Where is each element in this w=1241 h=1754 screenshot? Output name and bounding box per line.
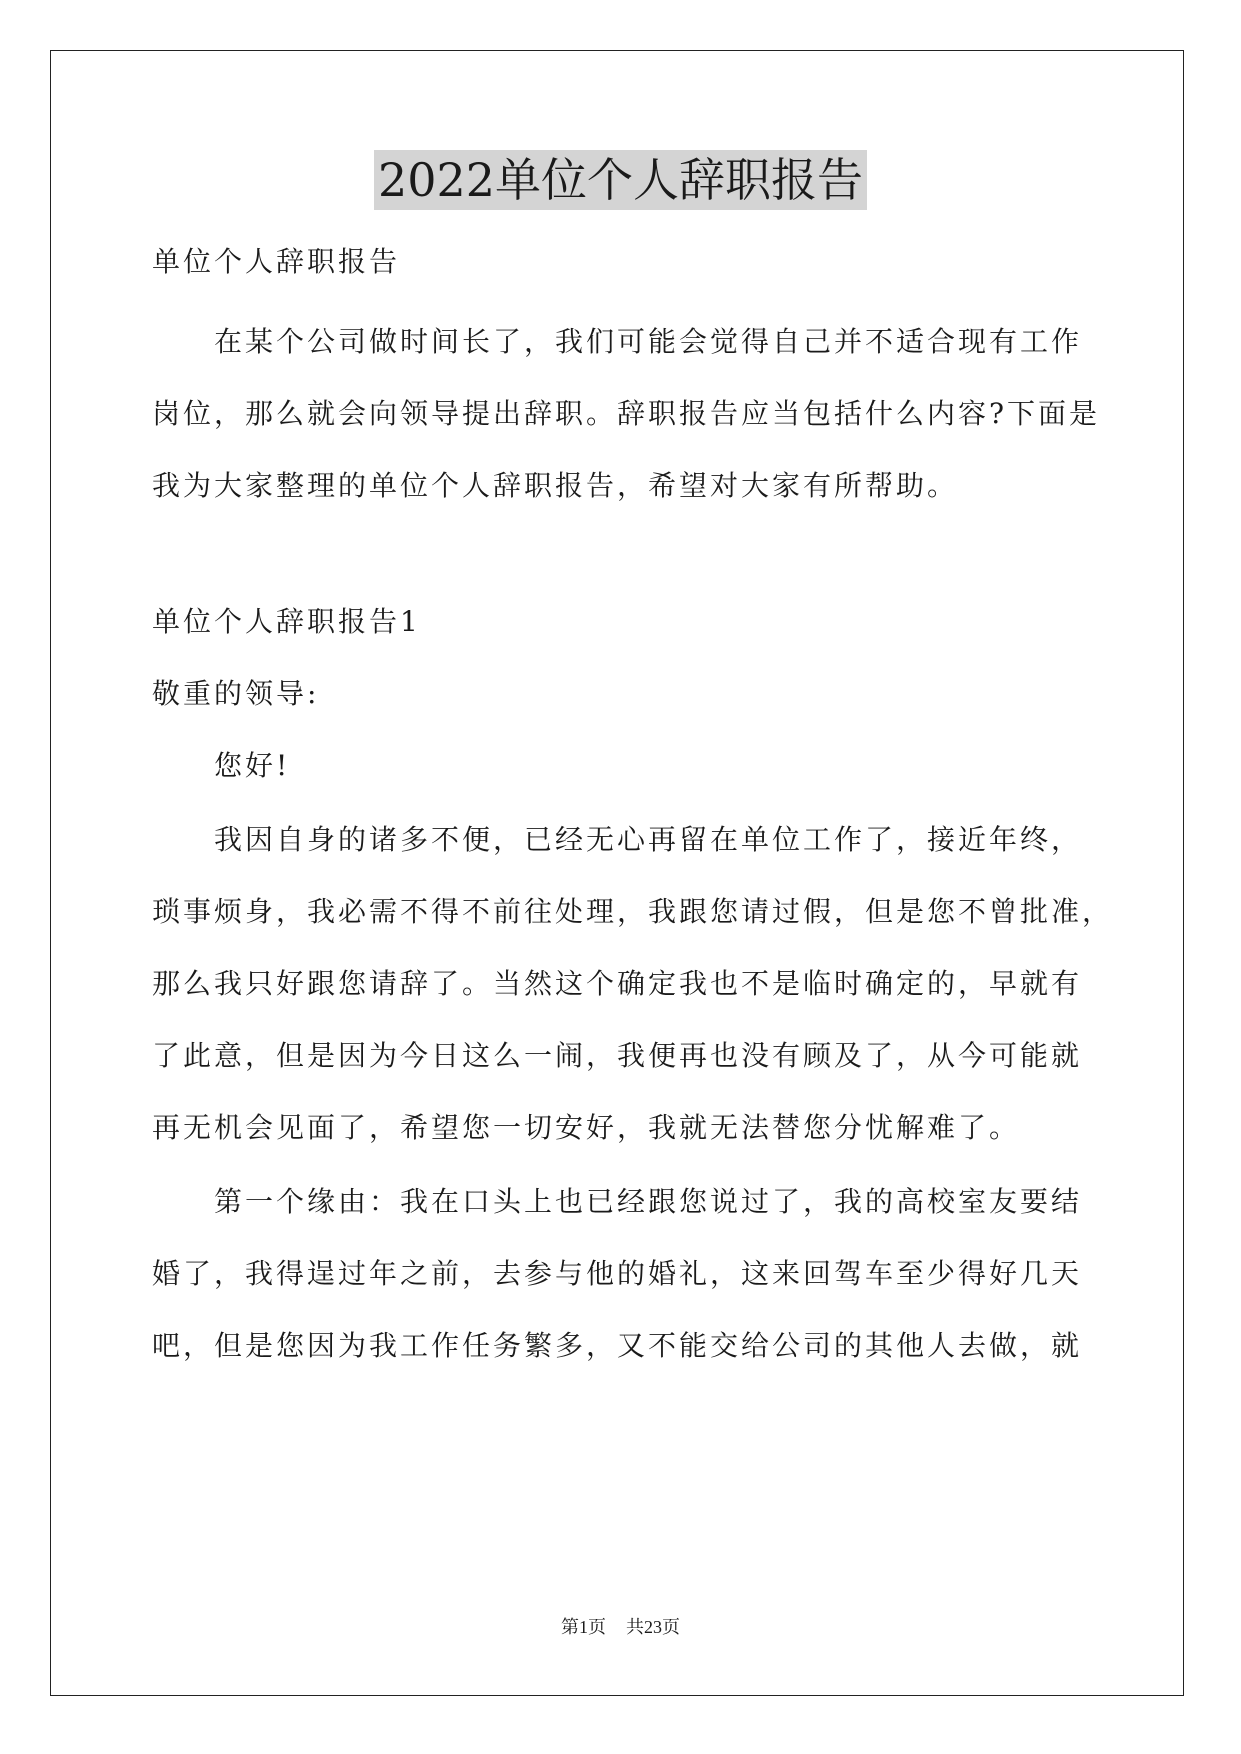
- paragraph-line: 再无机会见面了，希望您一切安好，我就无法替您分忧解难了。: [152, 1111, 1021, 1144]
- paragraph-line: 那么我只好跟您请辞了。当然这个确定我也不是临时确定的，早就有: [152, 967, 1083, 1000]
- paragraph-line: 我因自身的诸多不便，已经无心再留在单位工作了，接近年终，: [214, 823, 1083, 856]
- page-footer: [0, 1615, 1241, 1639]
- paragraph-line: 岗位，那么就会向领导提出辞职。辞职报告应当包括什么内容?下面是: [152, 397, 1101, 430]
- paragraph-line: 我为大家整理的单位个人辞职报告，希望对大家有所帮助。: [152, 469, 959, 502]
- paragraph-line: 吧，但是您因为我工作任务繁多，又不能交给公司的其他人去做，就: [152, 1329, 1083, 1362]
- salutation: 敬重的领导:: [152, 677, 320, 710]
- paragraph-line: 在某个公司做时间长了，我们可能会觉得自己并不适合现有工作: [214, 325, 1083, 358]
- total-pages: 共23页: [626, 1617, 680, 1637]
- page-border: [50, 50, 1184, 1696]
- paragraph-line: 琐事烦身，我必需不得不前往处理，我跟您请过假，但是您不曾批准，: [152, 895, 1114, 928]
- paragraph-line: 婚了，我得逞过年之前，去参与他的婚礼，这来回驾车至少得好几天: [152, 1257, 1083, 1290]
- paragraph-line: 第一个缘由：我在口头上也已经跟您说过了，我的高校室友要结: [214, 1185, 1083, 1218]
- page-number: 第1页: [561, 1617, 606, 1637]
- title-container: [0, 150, 1241, 210]
- paragraph-line: 了此意，但是因为今日这么一闹，我便再也没有顾及了，从今可能就: [152, 1039, 1083, 1072]
- document-title: 2022单位个人辞职报告: [374, 150, 867, 210]
- subtitle-line: 单位个人辞职报告: [152, 245, 401, 278]
- section-heading: 单位个人辞职报告1: [152, 605, 421, 638]
- greeting: 您好!: [214, 749, 291, 782]
